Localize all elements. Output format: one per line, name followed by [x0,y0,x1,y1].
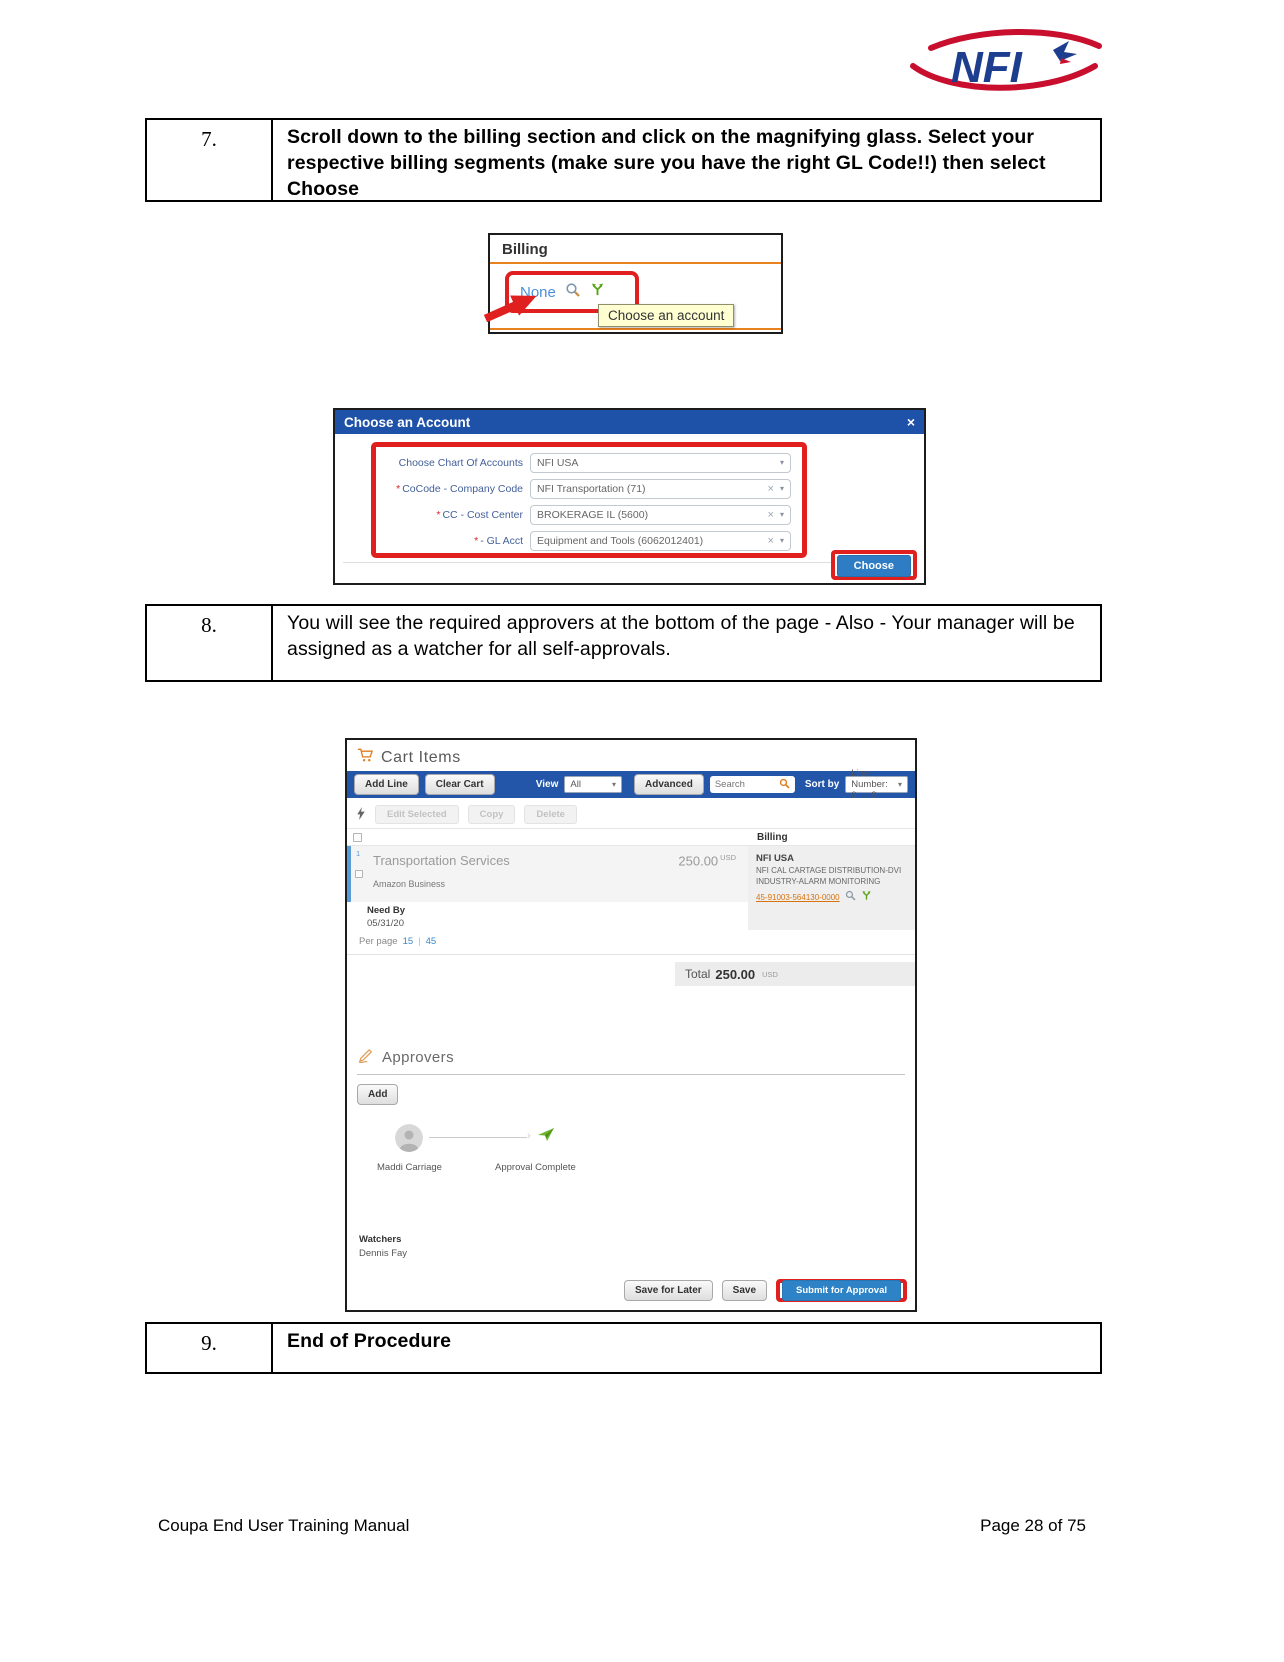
currency-label: USD [720,853,736,862]
chevron-down-icon: ▾ [779,510,784,519]
step-number: 9. [147,1324,273,1372]
annotation-highlight-box [831,550,917,580]
per-page-label: Per page [359,936,398,947]
modal-title-bar [335,410,924,434]
approvers-header [357,1048,905,1075]
billing-column-header: Billing [757,832,788,843]
step-text: Scroll down to the billing section and click on the magnifying glass. Select your respective billing segments (make sure you have the right GL Code!!) then select Choose [287,126,1046,200]
clear-icon[interactable]: × [767,534,774,547]
divider [347,954,915,955]
item-name: Transportation Services [373,853,510,868]
cost-center-select[interactable]: BROKERAGE IL (5600) × ▾ [530,505,791,525]
clear-cart-button[interactable]: Clear Cart [425,774,495,795]
nfi-logo [903,24,1105,98]
billing-org: NFI USA [756,853,794,864]
cart-title-row [357,747,461,768]
account-tree-icon[interactable] [590,282,605,302]
gl-account-select[interactable]: Equipment and Tools (6062012401) × ▾ [530,531,791,551]
per-page-option[interactable]: 15 [402,936,414,947]
step-number: 7. [147,120,273,200]
paper-plane-icon [537,1127,555,1145]
add-approver-button[interactable]: Add [357,1084,398,1105]
view-label: View [535,779,559,790]
company-code-select[interactable]: NFI Transportation (71) × ▾ [530,479,791,499]
approval-complete-label: Approval Complete [495,1162,576,1173]
signature-icon [357,1048,374,1067]
need-by-label: Need By [367,905,406,916]
save-for-later-button[interactable]: Save for Later [624,1280,713,1301]
choose-button[interactable]: Choose [837,555,911,577]
page-footer [158,1516,1086,1536]
approvers-title: Approvers [382,1049,454,1066]
company-code-field [387,478,791,499]
search-icon[interactable] [565,282,581,303]
bulk-actions-row [356,805,577,824]
search-icon[interactable] [845,890,856,906]
billing-section-snippet [488,233,783,334]
separator: | [418,936,421,947]
account-tree-icon[interactable] [861,890,872,906]
watchers-label: Watchers [359,1234,402,1245]
advanced-button[interactable]: Advanced [634,774,704,795]
modal-title: Choose an Account [344,414,471,430]
step-row-8 [145,604,1102,682]
step-number: 8. [147,606,273,680]
field-label: * CoCode - Company Code [396,482,523,495]
cart-line-item [347,846,915,930]
item-supplier: Amazon Business [373,879,446,889]
edit-selected-button[interactable]: Edit Selected [375,805,459,824]
cart-table-header [347,828,915,846]
need-by-value: 05/31/20 [367,918,404,929]
annotation-highlight-box [776,1279,907,1302]
choose-account-modal [333,408,926,585]
field-label: Choose Chart Of Accounts [398,456,523,469]
clear-icon[interactable]: × [767,482,774,495]
cart-icon [357,747,374,768]
billing-section-title: Billing [490,235,781,264]
item-price: 250.00 $^{USD}$ [678,853,736,869]
eagle-icon [1053,41,1077,61]
total-bar [675,962,915,986]
line-number: 1 [356,849,361,858]
tooltip: Choose an account [598,304,734,327]
cost-center-field [387,504,791,525]
cart-toolbar [347,768,915,801]
total-value: 250.00 [715,966,756,982]
step-row-9 [145,1322,1102,1374]
approval-chain [377,1124,637,1184]
add-line-button[interactable]: Add Line [354,774,419,795]
clear-icon[interactable]: × [767,508,774,521]
select-all-checkbox[interactable] [353,833,362,842]
watchers-block [359,1234,407,1259]
per-page-option[interactable]: 45 [425,936,437,947]
arrowhead-icon: › [527,1130,531,1142]
billing-code-link[interactable]: 45-91003-564130-0000 [756,893,840,903]
approver-avatar [395,1124,423,1152]
bulk-actions-icon [356,807,366,823]
chevron-down-icon: ▾ [779,536,784,545]
search-box[interactable] [710,776,795,793]
copy-button[interactable]: Copy [468,805,516,824]
step-text: End of Procedure [287,1330,452,1352]
sort-by-label: Sort by [804,779,840,790]
field-label: * - GL Acct [474,534,523,547]
cart-footer-buttons [624,1279,907,1302]
sort-select[interactable]: Line Number: 0 → 9 ▾ [845,776,908,793]
per-page-control [359,936,436,947]
none-link[interactable]: None [520,283,556,301]
cart-title: Cart Items [381,748,461,766]
svg-text:NFI: NFI [951,43,1022,92]
billing-description: NFI CAL CARTAGE DISTRIBUTION-DVI [756,866,902,876]
line-checkbox[interactable] [355,870,363,878]
chart-of-accounts-select[interactable]: NFI USA ▾ [530,453,791,473]
watcher-name: Dennis Fay [359,1248,408,1259]
save-button[interactable]: Save [722,1280,767,1301]
billing-description: INDUSTRY-ALARM MONITORING [756,877,881,887]
chevron-down-icon: ▾ [779,484,784,493]
footer-right: Page 28 of 75 [980,1516,1086,1535]
chart-of-accounts-field [387,452,791,473]
search-input[interactable] [715,779,779,790]
chevron-down-icon: ▾ [612,780,617,789]
approver-name: Maddi Carriage [377,1162,442,1173]
currency-label: USD [762,969,778,979]
delete-button[interactable]: Delete [524,805,577,824]
step-row-7 [145,118,1102,202]
close-icon[interactable]: × [906,414,915,430]
billing-section-body [490,264,781,330]
step-text: You will see the required approvers at the bottom of the page - Also - Your manager will be assigned as a watcher for all self-approvals. [287,612,1075,660]
line-billing-cell [748,846,915,930]
footer-left: Coupa End User Training Manual [158,1516,410,1535]
chevron-down-icon: ▾ [779,458,784,467]
line-item-main [351,846,748,902]
submit-for-approval-button[interactable]: Submit for Approval [782,1280,901,1301]
connector-line [429,1137,527,1138]
need-by-cell [351,902,748,930]
field-label: * CC - Cost Center [436,508,523,521]
search-icon[interactable] [779,778,790,792]
view-select[interactable]: All ▾ [564,776,622,793]
cart-items-panel [345,738,917,1312]
gl-account-field [387,530,791,551]
total-label: Total [685,967,711,981]
chevron-down-icon: ▾ [897,780,902,789]
